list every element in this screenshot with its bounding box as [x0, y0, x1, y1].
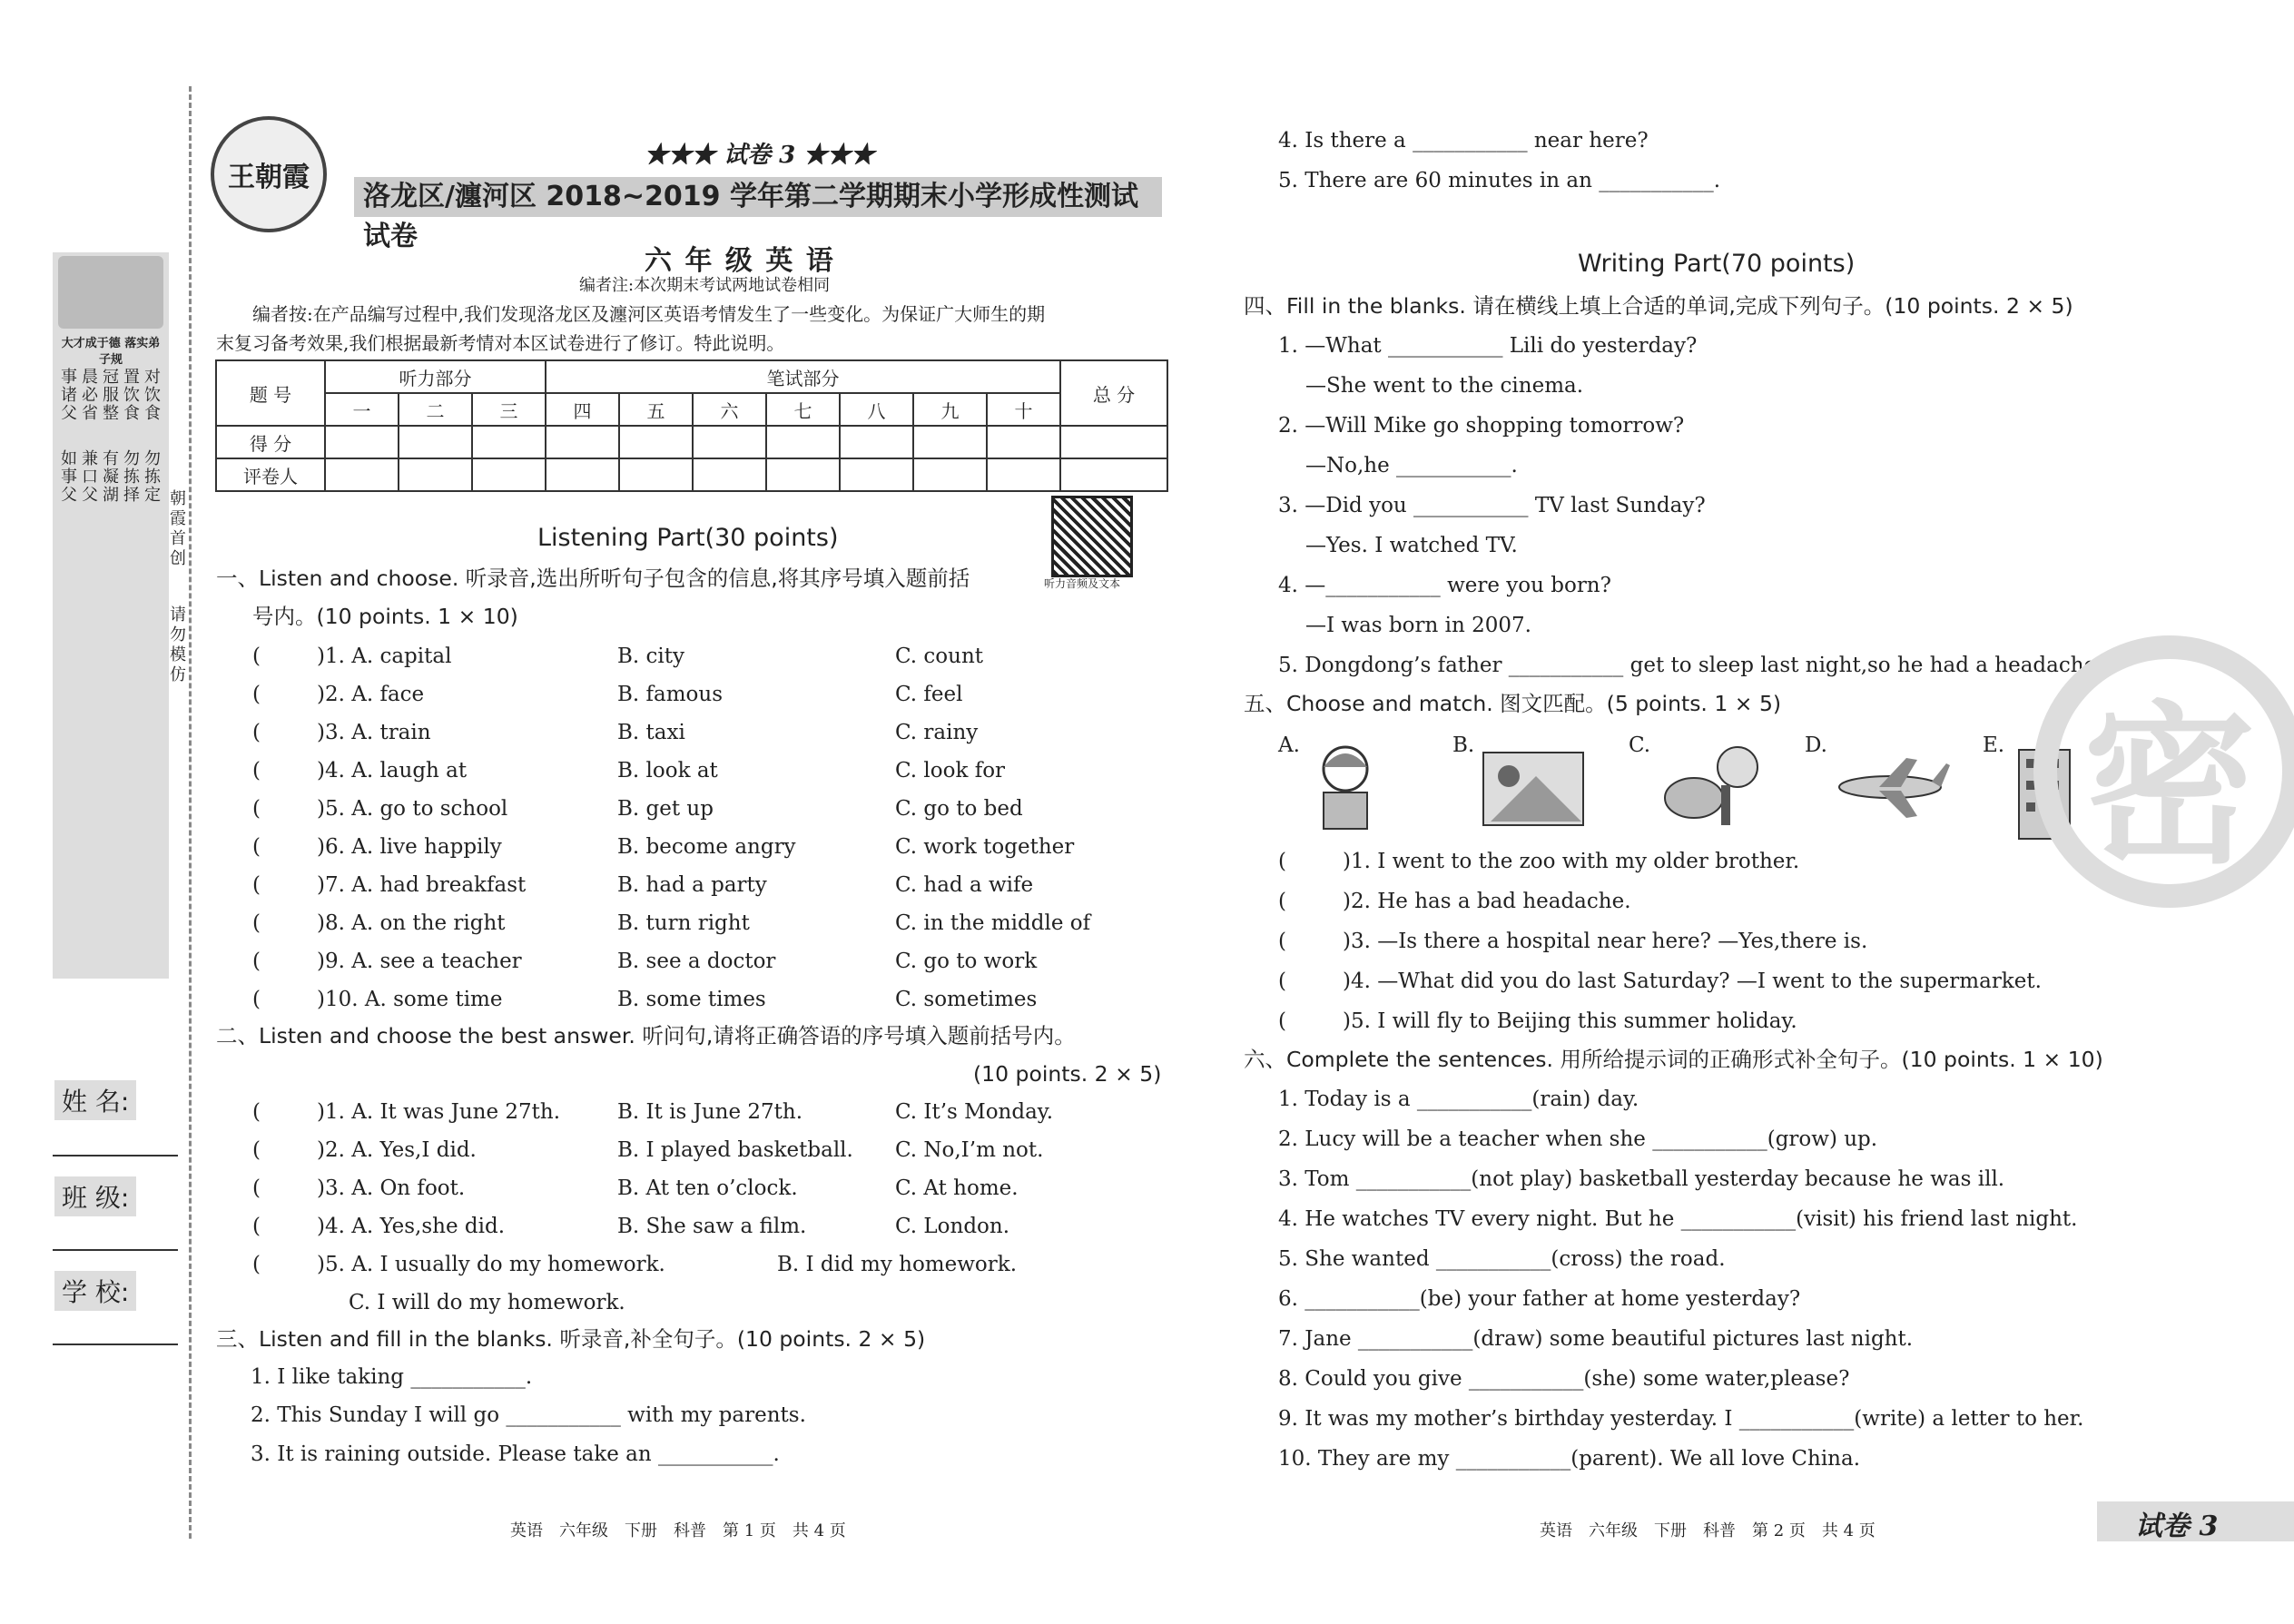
match-item: ( )4. —What did you do last Saturday? —I went to the supermarket. — [1278, 969, 2042, 993]
section-cell: 四 — [546, 393, 619, 426]
grader-cell[interactable] — [840, 458, 913, 491]
grader-cell[interactable] — [325, 458, 399, 491]
editor-note-2: 末复习备考效果,我们根据最新考情对本区试卷进行了修订。特此说明。 — [216, 332, 785, 354]
list-item: ( )4. A. laugh at — [252, 759, 468, 782]
list-item: ( )9. A. see a teacher — [252, 950, 522, 973]
list-item: ( )3. A. On foot. — [252, 1176, 466, 1200]
motto-column: 勿拣择 — [123, 449, 140, 505]
option-c: C. count — [895, 645, 983, 668]
score-cell[interactable] — [325, 426, 399, 458]
option-c: C. No,I’m not. — [895, 1138, 1044, 1162]
fill-item: 5. She wanted ___________(cross) the road. — [1278, 1247, 1726, 1271]
class-label: 班 级: — [54, 1176, 136, 1216]
fill-item: 1. —What ___________ Lili do yesterday? — [1278, 334, 1698, 358]
section-cell: 六 — [693, 393, 766, 426]
grader-cell[interactable] — [1060, 458, 1167, 491]
motto-column: 兼口父 — [82, 449, 98, 505]
option-b: B. I played basketball. — [617, 1138, 853, 1162]
motto-column: 勿拣定 — [144, 449, 161, 505]
s2-points: (10 points. 2 × 5) — [973, 1061, 1162, 1087]
qr-caption: 听力音频及文本 — [1044, 577, 1121, 590]
picture-label: A. — [1278, 733, 1300, 757]
option-c: C. go to bed — [895, 797, 1023, 821]
s4-heading: 四、Fill in the blanks. 请在横线上填上合适的单词,完成下列句子。(10 points. 2 × 5) — [1244, 293, 2073, 319]
section-cell: 七 — [766, 393, 840, 426]
grader-row-label: 评卷人 — [216, 458, 325, 491]
option-b: B. taxi — [617, 721, 685, 744]
motto-column: 事诸父 — [61, 368, 77, 423]
listening-header: 听力部分 — [325, 360, 546, 393]
score-cell[interactable] — [913, 426, 987, 458]
fill-item: 9. It was my mother’s birthday yesterday. I ___________(write) a letter to her. — [1278, 1407, 2084, 1431]
tag-char: 霞 — [170, 509, 186, 528]
list-item: ( )2. A. Yes,I did. — [252, 1138, 477, 1162]
qr-code-icon[interactable] — [1051, 496, 1133, 577]
list-item: ( )5. A. go to school — [252, 797, 508, 821]
brand-text: 王朝霞 — [228, 162, 310, 193]
fill-item: 3. —Did you ___________ TV last Sunday? — [1278, 494, 1706, 517]
tag-char: 请 — [170, 605, 186, 625]
fill-item: 10. They are my ___________(parent). We all love China. — [1278, 1447, 1861, 1471]
editor-label: 编者注:本次期末考试两地试卷相同 — [579, 276, 831, 295]
match-item: ( )5. I will fly to Beijing this summer holiday. — [1278, 1009, 1797, 1033]
option-c: C. in the middle of — [895, 911, 1091, 935]
fill-item: 4. He watches TV every night. But he ___________(visit) his friend last night. — [1278, 1207, 2078, 1231]
motto-column: 对饮食 — [144, 368, 161, 423]
fill-item: 4. —___________ were you born? — [1278, 574, 1611, 597]
fill-item: 7. Jane ___________(draw) some beautiful pictures last night. — [1278, 1327, 1914, 1351]
list-item: ( )5. A. I usually do my homework. — [252, 1253, 665, 1276]
writing-title: Writing Part(70 points) — [1578, 250, 1856, 278]
option-c: C. sometimes — [895, 988, 1038, 1011]
s1-points: 号内。(10 points. 1 × 10) — [252, 604, 518, 629]
motto-top: 大才成于德 落实弟子规 — [61, 337, 161, 367]
tag-char: 创 — [170, 549, 186, 568]
listening-title: Listening Part(30 points) — [537, 524, 839, 552]
option-b: B. see a doctor — [617, 950, 776, 973]
list-item: ( )3. A. train — [252, 721, 431, 744]
score-row-label: 得 分 — [216, 426, 325, 458]
option-c: C. had a wife — [895, 873, 1034, 897]
grader-cell[interactable] — [546, 458, 619, 491]
s1-heading: 一、Listen and choose. 听录音,选出所听句子包含的信息,将其序号填入题前括 — [216, 566, 970, 591]
fill-item: 5. Dongdong’s father ___________ get to sleep last night,so he had a headache. — [1278, 654, 2103, 677]
option-c: C. go to work — [895, 950, 1038, 973]
score-cell[interactable] — [693, 426, 766, 458]
section-cell: 九 — [913, 393, 987, 426]
fill-item: 2. This Sunday I will go ___________ with my parents. — [251, 1403, 806, 1427]
list-item: ( )7. A. had breakfast — [252, 873, 527, 897]
footer-left: 英语 六年级 下册 科普 第 1 页 共 4 页 — [510, 1521, 846, 1540]
motto-column: 有凝湖 — [103, 449, 119, 505]
option-b: B. famous — [617, 683, 724, 706]
binding-line — [189, 86, 192, 1539]
option-c: C. work together — [895, 835, 1075, 859]
fill-item: 5. There are 60 minutes in an ___________. — [1278, 169, 1721, 192]
mascot-icon — [58, 256, 163, 329]
option-b: B. It is June 27th. — [617, 1100, 803, 1124]
fill-item: —I was born in 2007. — [1305, 614, 1531, 637]
fill-item: 3. Tom ___________(not play) basketball yesterday because he was ill. — [1278, 1167, 2005, 1191]
total-header: 总 分 — [1060, 360, 1167, 426]
row-header-number: 题 号 — [216, 360, 325, 426]
picture-label: D. — [1805, 733, 1827, 757]
picture-label: B. — [1452, 733, 1475, 757]
option-c: C. feel — [895, 683, 963, 706]
written-header: 笔试部分 — [546, 360, 1060, 393]
fill-item: —Yes. I watched TV. — [1305, 534, 1518, 557]
brand-logo — [211, 116, 327, 232]
grader-cell[interactable] — [399, 458, 472, 491]
section-cell: 十 — [987, 393, 1060, 426]
footer-right: 英语 六年级 下册 科普 第 2 页 共 4 页 — [1540, 1521, 1876, 1540]
picture-label: C. — [1629, 733, 1651, 757]
section-cell: 八 — [840, 393, 913, 426]
grader-cell[interactable] — [913, 458, 987, 491]
tag-char: 首 — [170, 529, 186, 548]
fill-item: —No,he ___________. — [1305, 454, 1518, 477]
option-b: B. turn right — [617, 911, 750, 935]
motto-column: 冠服整 — [103, 368, 119, 423]
picture-label: E. — [1983, 733, 2005, 757]
series-text: 试卷 3 — [724, 142, 796, 169]
editor-note-1: 编者按:在产品编写过程中,我们发现洛龙区及瀍河区英语考情发生了一些变化。为保证广大师生的期 — [252, 303, 1046, 325]
tag-char: 模 — [170, 645, 186, 664]
grader-cell[interactable] — [619, 458, 693, 491]
motto-column: 如事父 — [61, 449, 77, 505]
series-label: ★★★ 试卷 3 ★★★ — [645, 142, 875, 169]
s2-heading: 二、Listen and choose the best answer. 听问句,请将正确答语的序号填入题前括号内。 — [216, 1023, 1076, 1048]
grader-cell[interactable] — [472, 458, 546, 491]
exam-title: 洛龙区/瀍河区 2018~2019 学年第二学期期末小学形成性测试试卷 — [354, 177, 1162, 217]
option-b: B. become angry — [617, 835, 796, 859]
option-b: B. She saw a film. — [617, 1215, 807, 1238]
fill-item: 6. ___________(be) your father at home yesterday? — [1278, 1287, 1801, 1311]
option-c: C. I will do my homework. — [349, 1291, 625, 1314]
fill-item: 2. Lucy will be a teacher when she ___________(grow) up. — [1278, 1127, 1878, 1151]
option-b: B. had a party — [617, 873, 767, 897]
score-cell[interactable] — [840, 426, 913, 458]
option-c: C. London. — [895, 1215, 1010, 1238]
option-c: C. rainy — [895, 721, 979, 744]
fill-item: 3. It is raining outside. Please take an ___________. — [251, 1442, 780, 1466]
match-item: ( )3. —Is there a hospital near here? —Yes,there is. — [1278, 930, 1868, 953]
option-b: B. At ten o’clock. — [617, 1176, 798, 1200]
list-item: ( )8. A. on the right — [252, 911, 506, 935]
list-item: ( )4. A. Yes,she did. — [252, 1215, 506, 1238]
fill-item: 8. Could you give ___________(she) some water,please? — [1278, 1367, 1850, 1391]
airplane-icon — [1834, 740, 1952, 831]
tag-char: 朝 — [170, 489, 186, 508]
class-field[interactable] — [53, 1249, 178, 1251]
s6-heading: 六、Complete the sentences. 用所给提示词的正确形式补全句子。(10 points. 1 × 10) — [1244, 1047, 2103, 1072]
name-field[interactable] — [53, 1155, 178, 1156]
match-item: ( )1. I went to the zoo with my older brother. — [1278, 850, 1800, 873]
s3-heading: 三、Listen and fill in the blanks. 听录音,补全句子。(10 points. 2 × 5) — [216, 1326, 926, 1352]
option-b: B. I did my homework. — [777, 1253, 1018, 1276]
list-item: ( )1. A. It was June 27th. — [252, 1100, 560, 1124]
tag-char: 勿 — [170, 625, 186, 645]
section-cell: 一 — [325, 393, 399, 426]
score-cell[interactable] — [766, 426, 840, 458]
score-table — [215, 359, 1168, 492]
fill-item: 4. Is there a ___________ near here? — [1278, 129, 1649, 153]
score-cell[interactable] — [472, 426, 546, 458]
motto-column: 置饮食 — [123, 368, 140, 423]
option-c: C. At home. — [895, 1176, 1019, 1200]
fill-item: 1. Today is a ___________(rain) day. — [1278, 1088, 1639, 1111]
list-item: ( )6. A. live happily — [252, 835, 502, 859]
section-cell: 三 — [472, 393, 546, 426]
confidential-watermark: 密 — [2033, 635, 2294, 908]
section-cell: 二 — [399, 393, 472, 426]
fill-item: 1. I like taking ___________. — [251, 1365, 533, 1389]
score-cell[interactable] — [399, 426, 472, 458]
motto-column: 晨必省 — [82, 368, 98, 423]
zoo-animals-icon — [1658, 740, 1762, 831]
option-b: B. some times — [617, 988, 766, 1011]
option-c: C. look for — [895, 759, 1006, 782]
option-b: B. city — [617, 645, 684, 668]
fill-item: —She went to the cinema. — [1305, 374, 1584, 398]
name-label: 姓 名: — [54, 1080, 136, 1120]
list-item: ( )2. A. face — [252, 683, 425, 706]
score-cell[interactable] — [619, 426, 693, 458]
school-field[interactable] — [53, 1343, 178, 1345]
score-cell[interactable] — [1060, 426, 1167, 458]
motto-panel — [53, 252, 169, 979]
grader-cell[interactable] — [766, 458, 840, 491]
footer-tag: 试卷 3 — [2135, 1511, 2219, 1542]
school-label: 学 校: — [54, 1271, 136, 1311]
headache-boy-icon — [1307, 740, 1384, 831]
option-b: B. look at — [617, 759, 718, 782]
list-item: ( )1. A. capital — [252, 645, 452, 668]
score-cell[interactable] — [546, 426, 619, 458]
grader-cell[interactable] — [987, 458, 1060, 491]
fill-item: 2. —Will Mike go shopping tomorrow? — [1278, 414, 1685, 438]
list-item: ( )10. A. some time — [252, 988, 503, 1011]
tag-char: 仿 — [170, 665, 186, 684]
s5-heading: 五、Choose and match. 图文匹配。(5 points. 1 × 5) — [1244, 691, 1782, 716]
match-item: ( )2. He has a bad headache. — [1278, 890, 1631, 913]
option-c: C. It’s Monday. — [895, 1100, 1054, 1124]
grader-cell[interactable] — [693, 458, 766, 491]
road-scene-icon — [1482, 740, 1586, 831]
section-cell: 五 — [619, 393, 693, 426]
option-b: B. get up — [617, 797, 714, 821]
score-cell[interactable] — [987, 426, 1060, 458]
subject-title: 六 年 级 英 语 — [645, 245, 835, 277]
